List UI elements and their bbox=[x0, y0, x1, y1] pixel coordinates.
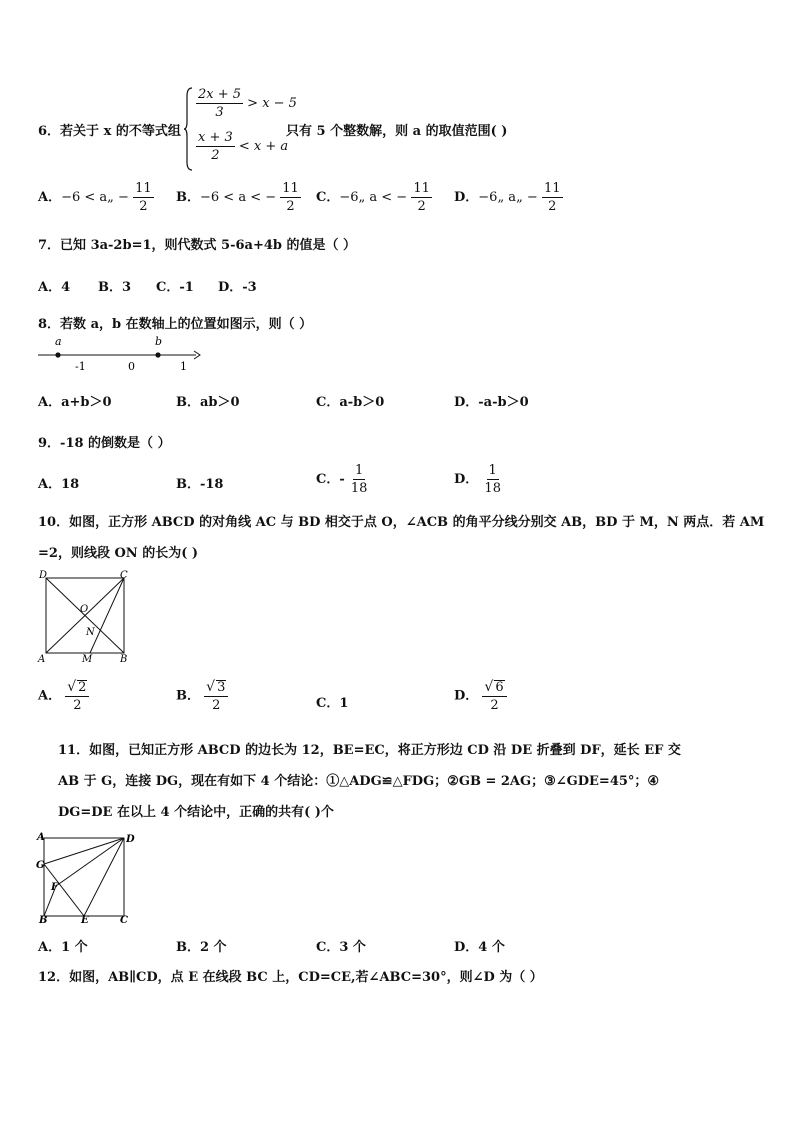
svg-text:M: M bbox=[82, 654, 93, 665]
q9-stem: 9．-18 的倒数是（ ） bbox=[38, 436, 171, 451]
q11-option-a[interactable]: A．1 个 bbox=[38, 940, 88, 955]
svg-text:E: E bbox=[81, 915, 89, 924]
tick-minus-1: -1 bbox=[75, 360, 86, 373]
q11-option-c[interactable]: C．3 个 bbox=[316, 940, 366, 955]
tick-0: 0 bbox=[128, 360, 135, 373]
svg-text:D: D bbox=[39, 570, 48, 581]
q9-option-a[interactable]: A．18 bbox=[38, 477, 80, 492]
svg-text:A: A bbox=[37, 832, 45, 843]
svg-text:G: G bbox=[36, 860, 45, 871]
label-b: b bbox=[155, 335, 163, 348]
svg-text:C: C bbox=[120, 570, 128, 581]
q6-option-a[interactable]: A．−6 < a„ − $\frac{11}{2}$ bbox=[38, 181, 152, 214]
q11-stem-line-1: 11．如图，已知正方形 ABCD 的边长为 12，BE=EC，将正方形边 CD 沿 DE 折叠到 DF，延长 EF 交 bbox=[58, 743, 681, 758]
q8-option-c[interactable]: C．a-b＞0 bbox=[316, 395, 385, 410]
svg-text:B: B bbox=[120, 654, 128, 665]
svg-text:F: F bbox=[51, 882, 59, 893]
q9-option-b[interactable]: B．-18 bbox=[176, 477, 224, 492]
q6-brace bbox=[184, 86, 194, 172]
q7-option-b[interactable]: B．3 bbox=[98, 280, 132, 295]
svg-text:D: D bbox=[126, 834, 135, 845]
q9-option-d[interactable]: D． $\frac{1}{18}$ bbox=[454, 463, 501, 496]
q10-option-d[interactable]: D． $\frac{√ 6}{2}$ bbox=[454, 680, 507, 712]
q6-option-c[interactable]: C．−6„ a < − $\frac{11}{2}$ bbox=[316, 181, 430, 214]
q6-stem: 6．若关于 x 的不等式组 bbox=[38, 124, 181, 139]
q6-option-b[interactable]: B．−6 < a < − $\frac{11}{2}$ bbox=[176, 181, 299, 214]
q10-stem-line-2: =2，则线段 ON 的长为( ) bbox=[38, 546, 199, 561]
q7-stem: 7．已知 3a-2b=1，则代数式 5-6a+4b 的值是（ ） bbox=[38, 238, 357, 253]
q10-stem-line-1: 10．如图，正方形 ABCD 的对角线 AC 与 BD 相交于点 O，∠ACB 的角平分线分别交 AB，BD 于 M，N 两点．若 AM bbox=[38, 515, 765, 530]
q6-stem-suffix: 只有 5 个整数解，则 a 的取值范围( ) bbox=[286, 124, 508, 139]
svg-text:C: C bbox=[120, 915, 128, 924]
svg-text:A: A bbox=[38, 654, 46, 665]
q6-option-d[interactable]: D．−6„ a„ − $\frac{11}{2}$ bbox=[454, 181, 561, 214]
svg-text:O: O bbox=[80, 604, 89, 615]
svg-text:N: N bbox=[86, 627, 95, 638]
q10-option-b[interactable]: B． $\frac{√ 3}{2}$ bbox=[176, 680, 228, 712]
q7-option-c[interactable]: C．-1 bbox=[156, 280, 194, 295]
q8-option-b[interactable]: B．ab＞0 bbox=[176, 395, 240, 410]
q10-option-a[interactable]: A． $\frac{√ 2}{2}$ bbox=[38, 680, 89, 712]
q9-option-c[interactable]: C．- $\frac{1}{18}$ bbox=[316, 463, 368, 496]
q8-stem: 8．若数 a，b 在数轴上的位置如图示，则（ ） bbox=[38, 317, 313, 332]
svg-text:B: B bbox=[39, 915, 48, 924]
q11-option-d[interactable]: D．4 个 bbox=[454, 940, 505, 955]
label-a: a bbox=[55, 335, 62, 348]
tick-1: 1 bbox=[180, 360, 187, 373]
q7-option-d[interactable]: D．-3 bbox=[218, 280, 257, 295]
q6-inequality-1: $\frac{2x + 5}{3}$ > x − 5 bbox=[198, 87, 297, 120]
q8-option-d[interactable]: D．-a-b＞0 bbox=[454, 395, 529, 410]
q11-square-figure bbox=[36, 828, 136, 924]
q12-stem: 12．如图，AB∥CD，点 E 在线段 BC 上，CD=CE,若∠ABC=30°，则∠D 为（ ） bbox=[38, 970, 543, 985]
q10-square-figure bbox=[36, 568, 136, 666]
q11-option-b[interactable]: B．2 个 bbox=[176, 940, 227, 955]
q11-stem-line-3: DG=DE 在以上 4 个结论中，正确的共有( )个 bbox=[58, 805, 334, 820]
q6-inequality-2: $\frac{x + 3}{2}$ < x + a bbox=[198, 130, 289, 163]
q8-number-line bbox=[36, 334, 206, 374]
q10-option-c[interactable]: C．1 bbox=[316, 696, 349, 711]
q11-stem-line-2: AB 于 G，连接 DG，现在有如下 4 个结论：①△ADG≌△FDG；②GB = 2AG；③∠GDE=45°；④ bbox=[58, 774, 660, 789]
q8-option-a[interactable]: A．a+b＞0 bbox=[38, 395, 112, 410]
q7-option-a[interactable]: A．4 bbox=[38, 280, 71, 295]
